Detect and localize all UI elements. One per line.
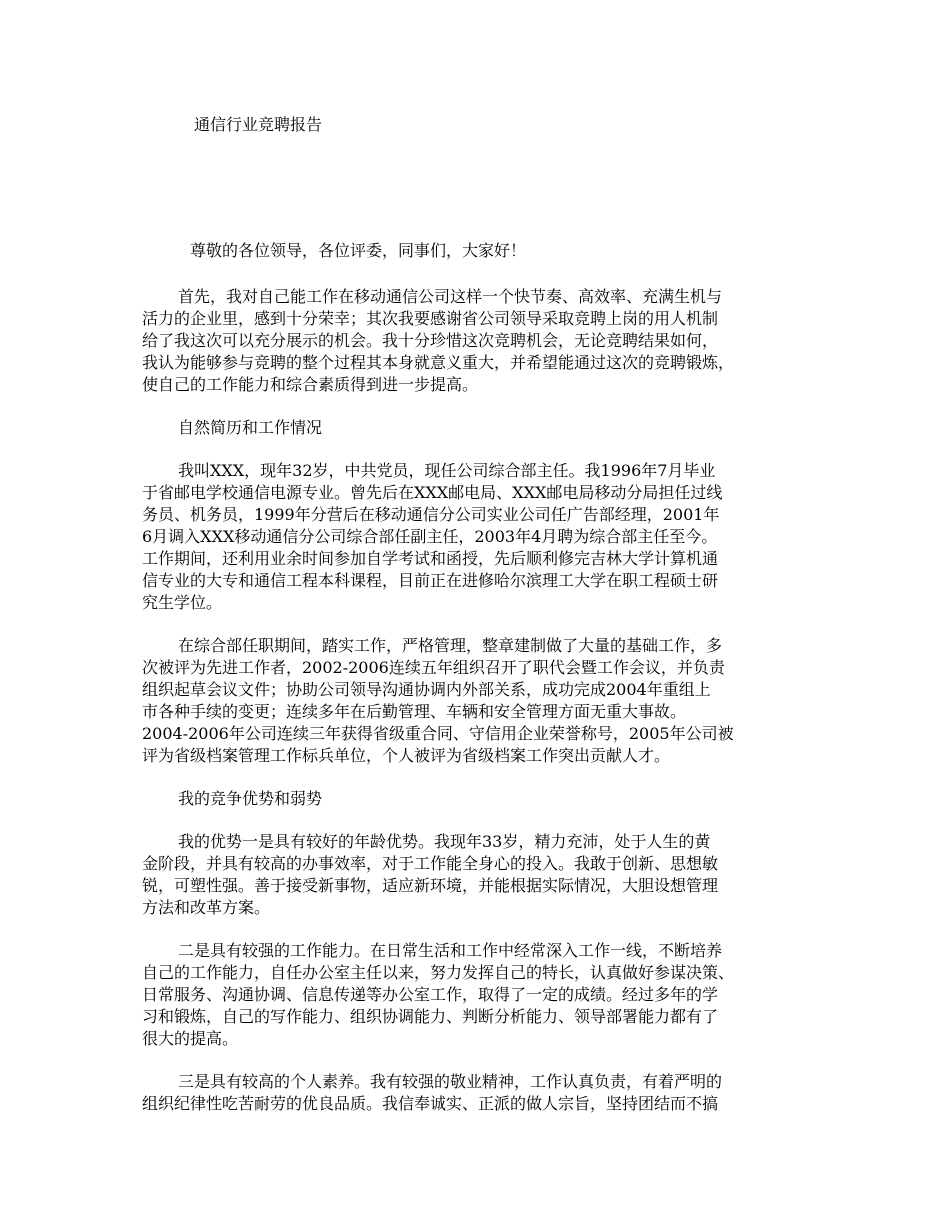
greeting-line: 尊敬的各位领导，各位评委，同事们，大家好！: [190, 241, 527, 260]
paragraph-line: 二是具有较强的工作能力。在日常生活和工作中经常深入工作一线，不断培养: [178, 941, 723, 960]
paragraph-line: 很大的提高。: [142, 1029, 239, 1048]
paragraph-line: 我的优势一是具有较好的年龄优势。我现年33岁，精力充沛，处于人生的黄: [178, 832, 711, 851]
document-title: 通信行业竞聘报告: [194, 115, 323, 134]
paragraph-line: 日常服务、沟通协调、信息传递等办公室工作，取得了一定的成绩。经过多年的学: [142, 985, 719, 1004]
paragraph-line: 锐，可塑性强。善于接受新事物，适应新环境，并能根据实际情况，大胆设想管理: [142, 876, 719, 895]
paragraph: [142, 286, 822, 396]
paragraph-line: 自己的工作能力，自任办公室主任以来，努力发挥自己的特长，认真做好参谋决策、: [142, 963, 735, 982]
paragraph-line: 次被评为先进工作者，2002-2006连续五年组织召开了职代会暨工作会议，并负责: [142, 658, 725, 677]
paragraph-line: 评为省级档案管理工作标兵单位，个人被评为省级档案工作突出贡献人才。: [142, 746, 671, 765]
paragraph-line: 务员、机务员，1999年分营后在移动通信分公司实业公司任广告部经理，2001年: [142, 505, 720, 524]
paragraph-line: 使自己的工作能力和综合素质得到进一步提高。: [142, 375, 479, 394]
document-body: [142, 286, 822, 1136]
paragraph-line: 三是具有较高的个人素养。我有较强的敬业精神，工作认真负责，有着严明的: [178, 1072, 723, 1091]
paragraph-line: 首先，我对自己能工作在移动通信公司这样一个快节奏、高效率、充满生机与: [178, 287, 723, 306]
paragraph-line: 方法和改革方案。: [142, 898, 271, 917]
paragraph-line: 习和锻炼，自己的写作能力、组织协调能力、判断分析能力、领导部署能力都有了: [142, 1007, 719, 1026]
paragraph: [142, 940, 822, 1050]
paragraph-line: 在综合部任职期间，踏实工作，严格管理，整章建制做了大量的基础工作，多: [178, 636, 723, 655]
paragraph-line: 究生学位。: [142, 593, 223, 612]
paragraph-line: 组织起草会议文件；协助公司领导沟通协调内外部关系，成功完成2004年重组上: [142, 680, 711, 699]
paragraph: [142, 635, 822, 767]
paragraph: [142, 831, 822, 919]
section-heading: 我的竞争优势和弱势: [178, 789, 323, 808]
paragraph-line: 信专业的大专和通信工程本科课程，目前正在进修哈尔滨理工大学在职工程硕士研: [142, 571, 719, 590]
section-heading: 自然简历和工作情况: [178, 418, 323, 437]
paragraph-line: 金阶段，并具有较高的办事效率，对于工作能全身心的投入。我敢于创新、思想敏: [142, 854, 719, 873]
paragraph-line: 市各种手续的变更；连续多年在后勤管理、车辆和安全管理方面无重大事故。: [142, 702, 687, 721]
paragraph-line: 我认为能够参与竞聘的整个过程其本身就意义重大，并希望能通过这次的竞聘锻炼，: [142, 353, 735, 372]
paragraph: [142, 460, 822, 614]
paragraph-line: 给了我这次可以充分展示的机会。我十分珍惜这次竞聘机会，无论竞聘结果如何，: [142, 331, 719, 350]
paragraph-line: 我叫XXX，现年32岁，中共党员，现任公司综合部主任。我1996年7月毕业: [178, 461, 716, 480]
paragraph-line: 2004-2006年公司连续三年获得省级重合同、守信用企业荣誉称号，2005年公司被: [142, 724, 734, 743]
paragraph-line: 工作期间，还利用业余时间参加自学考试和函授，先后顺利修完吉林大学计算机通: [142, 549, 719, 568]
paragraph-line: 活力的企业里，感到十分荣幸；其次我要感谢省公司领导采取竞聘上岗的用人机制: [142, 309, 719, 328]
paragraph: [142, 1071, 822, 1115]
paragraph-line: 于省邮电学校通信电源专业。曾先后在XXX邮电局、XXX邮电局移动分局担任过线: [142, 483, 723, 502]
paragraph-line: 6月调入XXX移动通信分公司综合部任副主任，2003年4月聘为综合部主任至今。: [142, 527, 718, 546]
paragraph-line: 组织纪律性吃苦耐劳的优良品质。我信奉诚实、正派的做人宗旨，坚持团结而不搞: [142, 1094, 719, 1113]
